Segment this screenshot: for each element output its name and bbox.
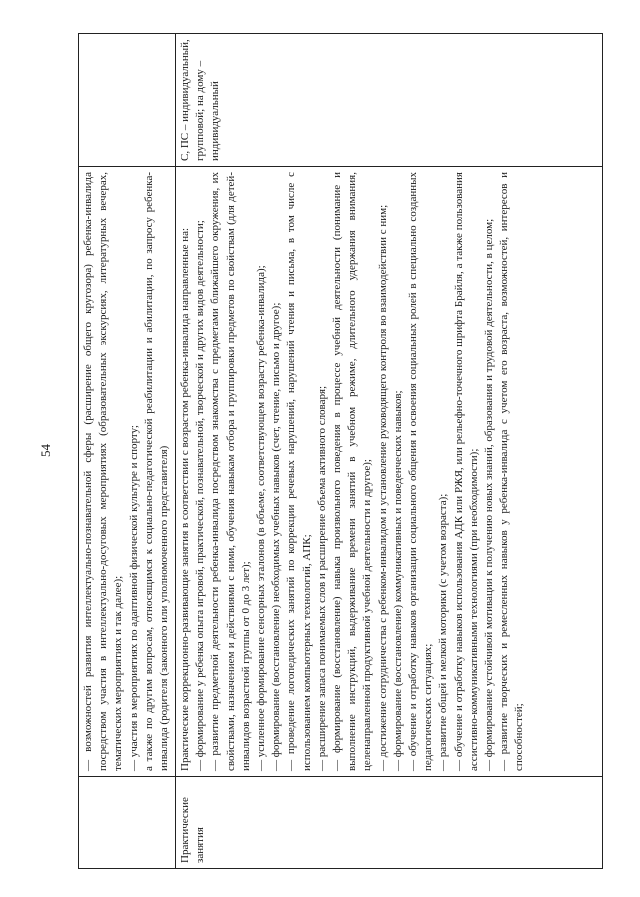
content-line: — усиленное формирование сенсорных эталонов (в объеме, соответствующем возрасту ребенка-инвалида); — [255, 265, 268, 771]
form-text: С, ПС – индивидуальный, групповой; на дому – индивидуальный — [179, 39, 222, 161]
content-line: — развитие общей и мелкой моторики (с учетом возраста); — [437, 493, 450, 771]
content-line: Практические коррекционно-развивающие занятия в соответствии с возрастом ребенка-инвалида направленные на: — [179, 227, 191, 771]
content-line: — развитие предметной деятельности ребенка-инвалида посредством знакомства с предметами ближайшего окружения, их свойствами, назначением и действиями с ними, обучения навыкам отбора и группировки предметов по свойствам (для детей-инвалидов возрастной группы от 0 до 3 лет); — [209, 172, 252, 771]
content-line: — формирование у ребенка опыта игровой, практической, познавательной, творческой и других видов деятельности; — [194, 220, 207, 771]
activity-label: Практические занятия — [179, 797, 207, 863]
page-number: 54 — [38, 444, 53, 457]
content-line: — формирование (восстановление) необходимых учебных навыков (счет, чтение, письмо и другое); — [270, 302, 283, 771]
rehabilitation-table — [78, 33, 603, 869]
content-line: — формирование (восстановление) коммуникативных и поведенческих навыков; — [391, 390, 404, 771]
content-line: — формирование устойчивой мотивации к получению новых знаний, образования и трудовой деятельности, в целом; — [483, 218, 496, 771]
content-line: — формирование (восстановление) навыка произвольного поведения в процессе учебной деятельности (понимание и выполнение инструкций, выдерживание времени занятий в учебном режиме, длительного удержания внимания, целенаправленной продуктивной учебной деятельности и другое); — [331, 172, 374, 771]
content-line: — участия в мероприятиях по адаптивной физической культуре и спорту; — [127, 425, 140, 771]
form-cell — [176, 34, 603, 167]
content-line: — проведение логопедических занятий по коррекции речевых нарушений, нарушений чтения и письма, в том числе с использованием компьютерных технологий, АПК; — [285, 172, 313, 771]
content-line: — обучение и отработку навыков использования АДК или РЖЯ, или рельефно-точечного шрифта Брайля, а также пользования ассистивно-коммуникативными технологиями (при необходимости); — [452, 172, 480, 771]
table-row — [176, 34, 603, 869]
content-line: — возможностей развития интеллектуально-познавательной сферы (расширение общего кругозора) ребенка-инвалида посредством участия в интеллектуально-досуговых мероприятиях (образовательных экскурсиях, литературных вечерах, тематических мероприятиях и так далее); — [82, 172, 125, 771]
content-line: — развитие творческих и ремесленных навыков у ребенка-инвалида с учетом его возраста, возможностей, интересов и способностей; — [498, 172, 526, 771]
content-line: — расширение запаса понимаемых слов и расширение объема активного словаря; — [315, 385, 328, 771]
content-cell — [176, 167, 603, 777]
content-line: а также по другим вопросам, относящимся к социально-педагогической реабилитации и абилитации, по запросу ребенка-инвалида (родителя (законного или уполномоченного представителя) — [142, 172, 171, 771]
activity-cell — [176, 777, 603, 869]
form-cell — [79, 34, 176, 167]
content-line: — обучение и отработку навыков организации социального общения и освоения социальных ролей в специально созданных педагогических ситуациях; — [407, 172, 435, 771]
activity-cell — [79, 777, 176, 869]
content-cell — [79, 167, 176, 777]
content-line: — достижение сотрудничества с ребенком-инвалидом и установление руководящего контроля во взаимодействии с ним; — [376, 204, 389, 771]
table-row — [79, 34, 176, 869]
